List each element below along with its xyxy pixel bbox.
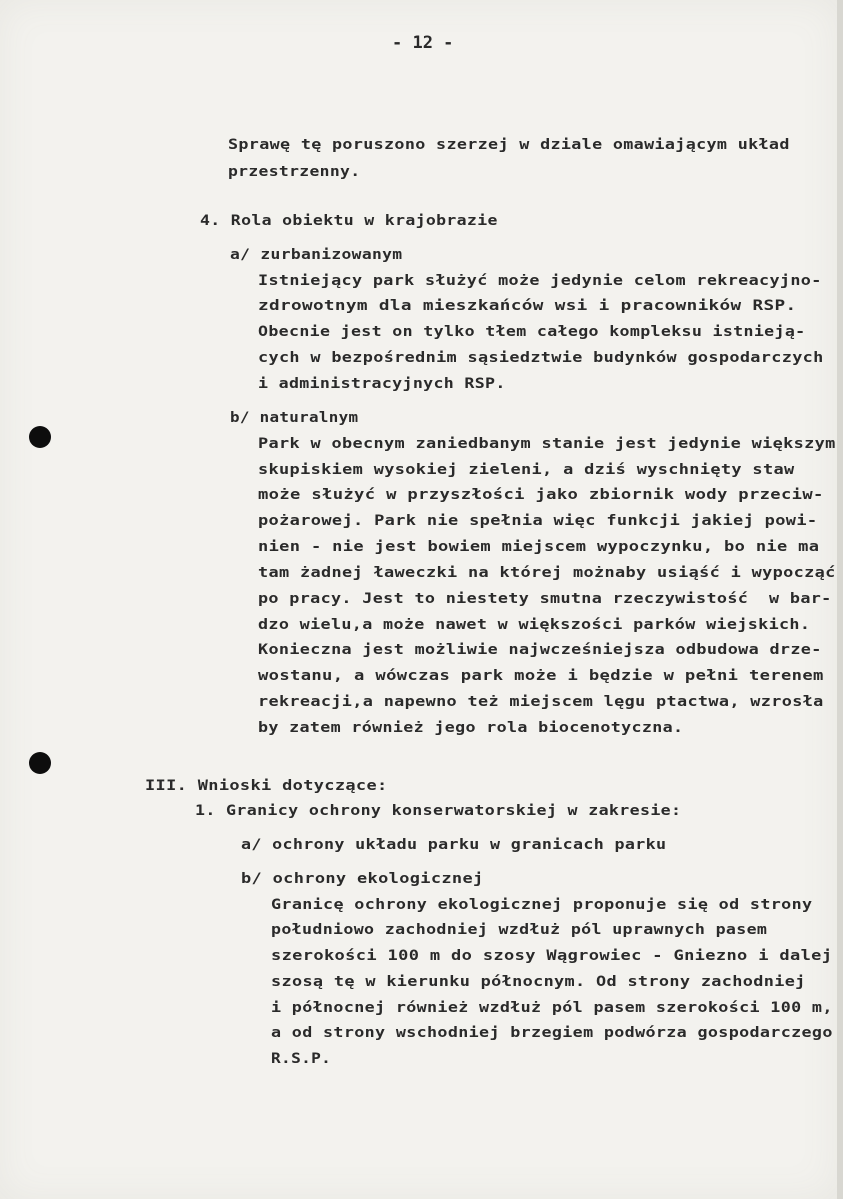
text-line: szerokości 100 m do szosy Wągrowiec - Gniezno i dalej (271, 948, 833, 964)
text-line: Granicę ochrony ekologicznej proponuje się od strony (271, 897, 813, 913)
text-line: po pracy. Jest to niestety smutna rzeczywistość w bar- (258, 591, 832, 607)
page-edge (837, 0, 843, 1199)
text-line: a od strony wschodniej brzegiem podwórza gospodarczego (271, 1025, 833, 1041)
punch-hole (29, 426, 51, 448)
text-line: i administracyjnych RSP. (258, 376, 506, 392)
text-line: skupiskiem wysokiej zieleni, a dziś wyschnięty staw (258, 462, 795, 478)
text-line: III. Wnioski dotyczące: (145, 778, 388, 794)
text-line: a/ zurbanizowanym (230, 247, 403, 263)
text-line: pożarowej. Park nie spełnia więc funkcji jakiej powi- (258, 513, 818, 529)
text-line: może służyć w przyszłości jako zbiornik wody przeciw- (258, 487, 824, 503)
text-line: zdrowotnym dla mieszkańców wsi i pracowników RSP. (258, 298, 797, 314)
text-line: Park w obecnym zaniedbanym stanie jest jedynie większym (258, 436, 836, 452)
text-line: tam żadnej ławeczki na której możnaby usiąść i wypocząć (258, 565, 836, 581)
punch-hole (29, 752, 51, 774)
text-line: by zatem również jego rola biocenotyczna. (258, 720, 684, 736)
text-line: Istniejący park służyć może jedynie celom rekreacyjno- (258, 273, 822, 289)
text-line: Obecnie jest on tylko tłem całego kompleksu istnieją- (258, 324, 806, 340)
text-line: wostanu, a wówczas park może i będzie w pełni terenem (258, 668, 824, 684)
text-line: 4. Rola obiektu w krajobrazie (200, 213, 498, 229)
text-line: R.S.P. (271, 1051, 332, 1067)
text-line: i północnej również wzdłuż pól pasem szerokości 100 m, (271, 1000, 833, 1016)
text-line: dzo wielu,a może nawet w większości parków wiejskich. (258, 617, 811, 633)
text-line: nien - nie jest bowiem miejscem wypoczynku, bo nie ma (258, 539, 820, 555)
text-line: cych w bezpośrednim sąsiedztwie budynków gospodarczych (258, 350, 824, 366)
text-line: a/ ochrony układu parku w granicach parku (241, 837, 667, 853)
page-number: - 12 - (392, 33, 454, 53)
text-line: szosą tę w kierunku północnym. Od strony zachodniej (271, 974, 806, 990)
text-line: południowo zachodniej wzdłuż pól uprawnych pasem (271, 922, 768, 938)
text-line: Konieczna jest możliwie najwcześniejsza odbudowa drze- (258, 642, 822, 658)
text-line: rekreacji,a napewno też miejscem lęgu ptactwa, wzrosła (258, 694, 824, 710)
text-line: Sprawę tę poruszono szerzej w dziale omawiającym układ (228, 137, 790, 153)
text-line: b/ ochrony ekologicznej (241, 871, 484, 887)
text-line: b/ naturalnym (230, 410, 359, 426)
text-line: przestrzenny. (228, 164, 361, 180)
text-line: 1. Granicy ochrony konserwatorskiej w zakresie: (195, 803, 682, 819)
